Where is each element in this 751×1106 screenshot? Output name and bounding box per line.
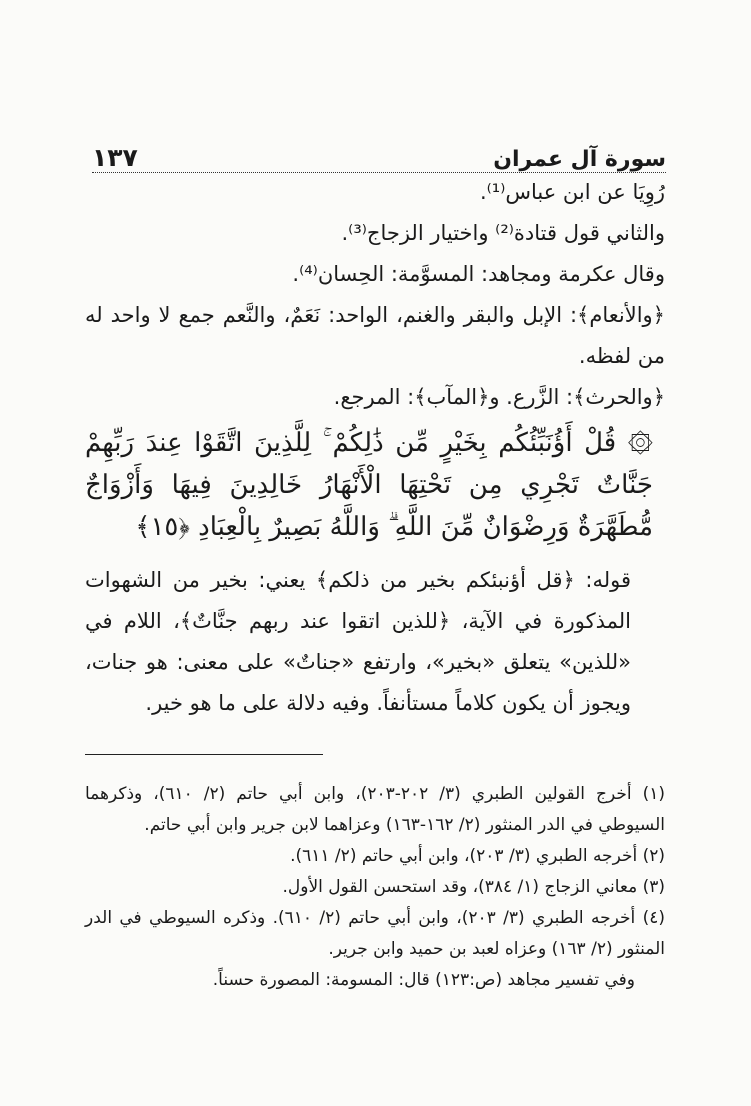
page-header xyxy=(92,140,666,173)
footnote: (١) أخرج القولين الطبري (٣/ ٢٠٢-٢٠٣)، وابن أبي حاتم (٢/ ٦١٠)، وذكرهما السيوطي في الدر المنثور (٢/ ١٦٢-١٦٣) وعزاهما لابن جرير وابن أبي حاتم. xyxy=(85,784,665,835)
commentary-paragraph: قوله: ﴿قل أؤنبئكم بخير من ذلكم﴾ يعني: بخير من الشهوات المذكورة في الآية، ﴿للذين اتقوا عند ربهم جنَّاتٌ﴾، اللام في «للذين» يتعلق «بخير»، وارتفع «جناتٌ» على معنى: هو جنات، ويجوز أن يكون كلاماً مستأنفاً. وفيه دلالة على ما هو خير. xyxy=(85,568,631,715)
text-line: ﴿والحرث﴾: الزَّرع. و﴿المآب﴾: المرجع. xyxy=(333,385,665,409)
main-text xyxy=(85,172,665,996)
footnote: وفي تفسير مجاهد (ص:١٢٣) قال: المسومة: المصورة حسناً. xyxy=(212,970,635,990)
page-number: ١٣٧ xyxy=(92,143,138,172)
text-line: والثاني قول قتادة⁽²⁾ واختيار الزجاج⁽³⁾. xyxy=(341,221,665,245)
footnote: (٢) أخرجه الطبري (٣/ ٢٠٣)، وابن أبي حاتم (٢/ ٦١١). xyxy=(290,846,665,866)
text-paragraph: ﴿والأنعام﴾: الإبل والبقر والغنم، الواحد: نَعَمٌ، والنَّعم جمع لا واحد له من لفظه. xyxy=(85,303,665,368)
text-line: رُوِيَا عن ابن عباس⁽¹⁾. xyxy=(479,180,665,204)
surah-title: سورة آل عمران xyxy=(493,147,666,172)
footnote-separator xyxy=(85,754,323,755)
footnote: (٤) أخرجه الطبري (٣/ ٢٠٣)، وابن أبي حاتم (٢/ ٦١٠). وذكره السيوطي في الدر المنثور (٢/ ١٦٣) وعزاه لعبد بن حميد وابن جرير. xyxy=(85,908,665,959)
quran-verse: ۞ قُلْ أَؤُنَبِّئُكُم بِخَيْرٍ مِّن ذَٰلِكُمْ ۚ لِلَّذِينَ اتَّقَوْا عِندَ رَبِّهِمْ جَنَّاتٌ تَجْرِي مِن تَحْتِهَا الْأَنْهَارُ خَالِدِينَ فِيهَا وَأَزْوَاجٌ مُّطَهَّرَةٌ وَرِضْوَانٌ مِّنَ اللَّهِ ۗ وَاللَّهُ بَصِيرٌ بِالْعِبَادِ ﴿١٥﴾ xyxy=(85,428,653,542)
text-line: وقال عكرمة ومجاهد: المسوَّمة: الحِسان⁽⁴⁾. xyxy=(292,262,665,286)
footnote: (٣) معاني الزجاج (١/ ٣٨٤)، وقد استحسن القول الأول. xyxy=(282,877,665,897)
